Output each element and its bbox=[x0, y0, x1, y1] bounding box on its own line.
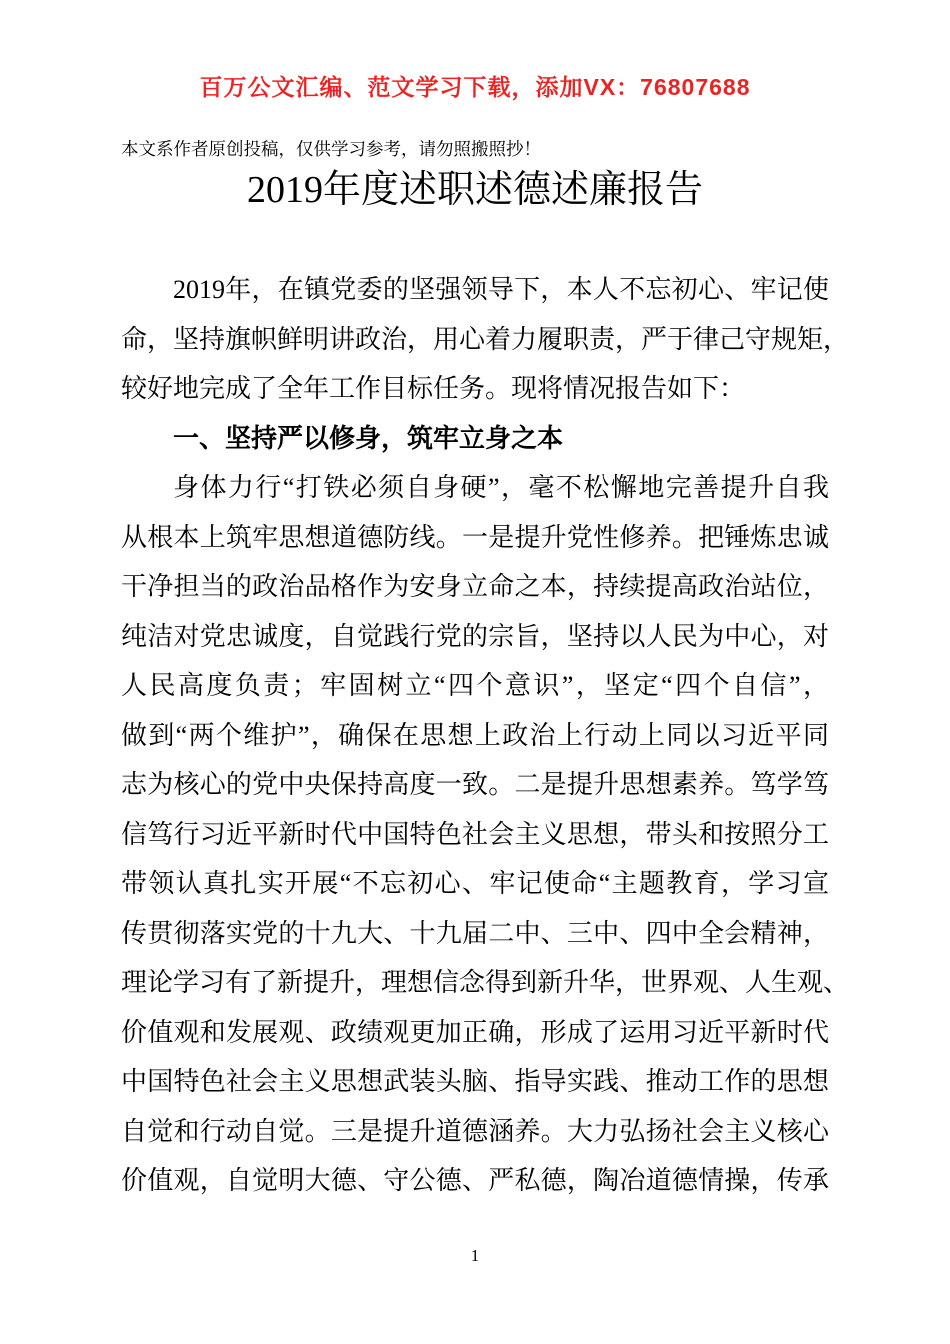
body-line: 纯洁对党忠诚度，自觉践行党的宗旨，坚持以人民为中心，对 bbox=[121, 621, 829, 651]
body-line: 传贯彻落实党的十九大、十九届二中、三中、四中全会精神， bbox=[121, 918, 829, 948]
body-line: 2019年，在镇党委的坚强领导下，本人不忘初心、牢记使 bbox=[173, 275, 829, 304]
author-notice: 本文系作者原创投稿，仅供学习参考，请勿照搬照抄！ bbox=[121, 139, 541, 159]
body-line: 干净担当的政治品格作为安身立命之本，持续提高政治站位， bbox=[121, 572, 829, 601]
body-line: 价值观，自觉明大德、守公德、严私德，陶冶道德情操，传承 bbox=[121, 1166, 829, 1195]
body-line: 价值观和发展观、政绩观更加正确，形成了运用习近平新时代 bbox=[121, 1017, 829, 1047]
document-title: 2019年度述职述德述廉报告 bbox=[246, 169, 703, 211]
body-line: 带领认真扎实开展“不忘初心、牢记使命“主题教育，学习宣 bbox=[121, 869, 829, 898]
body-line: 较好地完成了全年工作目标任务。现将情况报告如下： bbox=[121, 374, 746, 403]
body-line: 做到“两个维护”，确保在思想上政治上行动上同以习近平同 bbox=[121, 720, 829, 750]
body-line: 信笃行习近平新时代中国特色社会主义思想，带头和按照分工 bbox=[121, 819, 829, 849]
document-body bbox=[121, 265, 850, 1206]
body-line: 志为核心的党中央保持高度一致。二是提升思想素养。笃学笃 bbox=[121, 770, 829, 799]
body-line: 命，坚持旗帜鲜明讲政治，用心着力履职责，严于律己守规矩， bbox=[121, 324, 850, 354]
body-line: 中国特色社会主义思想武装头脑、指导实践、推动工作的思想 bbox=[121, 1067, 829, 1096]
body-line: 身体力行“打铁必须自身硬”，毫不松懈地完善提升自我 bbox=[173, 473, 829, 502]
body-line: 理论学习有了新提升，理想信念得到新升华，世界观、人生观、 bbox=[121, 968, 850, 997]
promo-banner-text: 百万公文汇编、范文学习下载，添加VX：76807688 bbox=[199, 74, 751, 100]
page-number: 1 bbox=[470, 1246, 480, 1265]
body-line: 自觉和行动自觉。三是提升道德涵养。大力弘扬社会主义核心 bbox=[121, 1116, 829, 1146]
section-heading: 一、坚持严以修身，筑牢立身之本 bbox=[173, 423, 564, 453]
body-line: 从根本上筑牢思想道德防线。一是提升党性修养。把锤炼忠诚 bbox=[121, 522, 829, 552]
body-line: 人民高度负责；牢固树立“四个意识”，坚定“四个自信”， bbox=[121, 671, 829, 700]
